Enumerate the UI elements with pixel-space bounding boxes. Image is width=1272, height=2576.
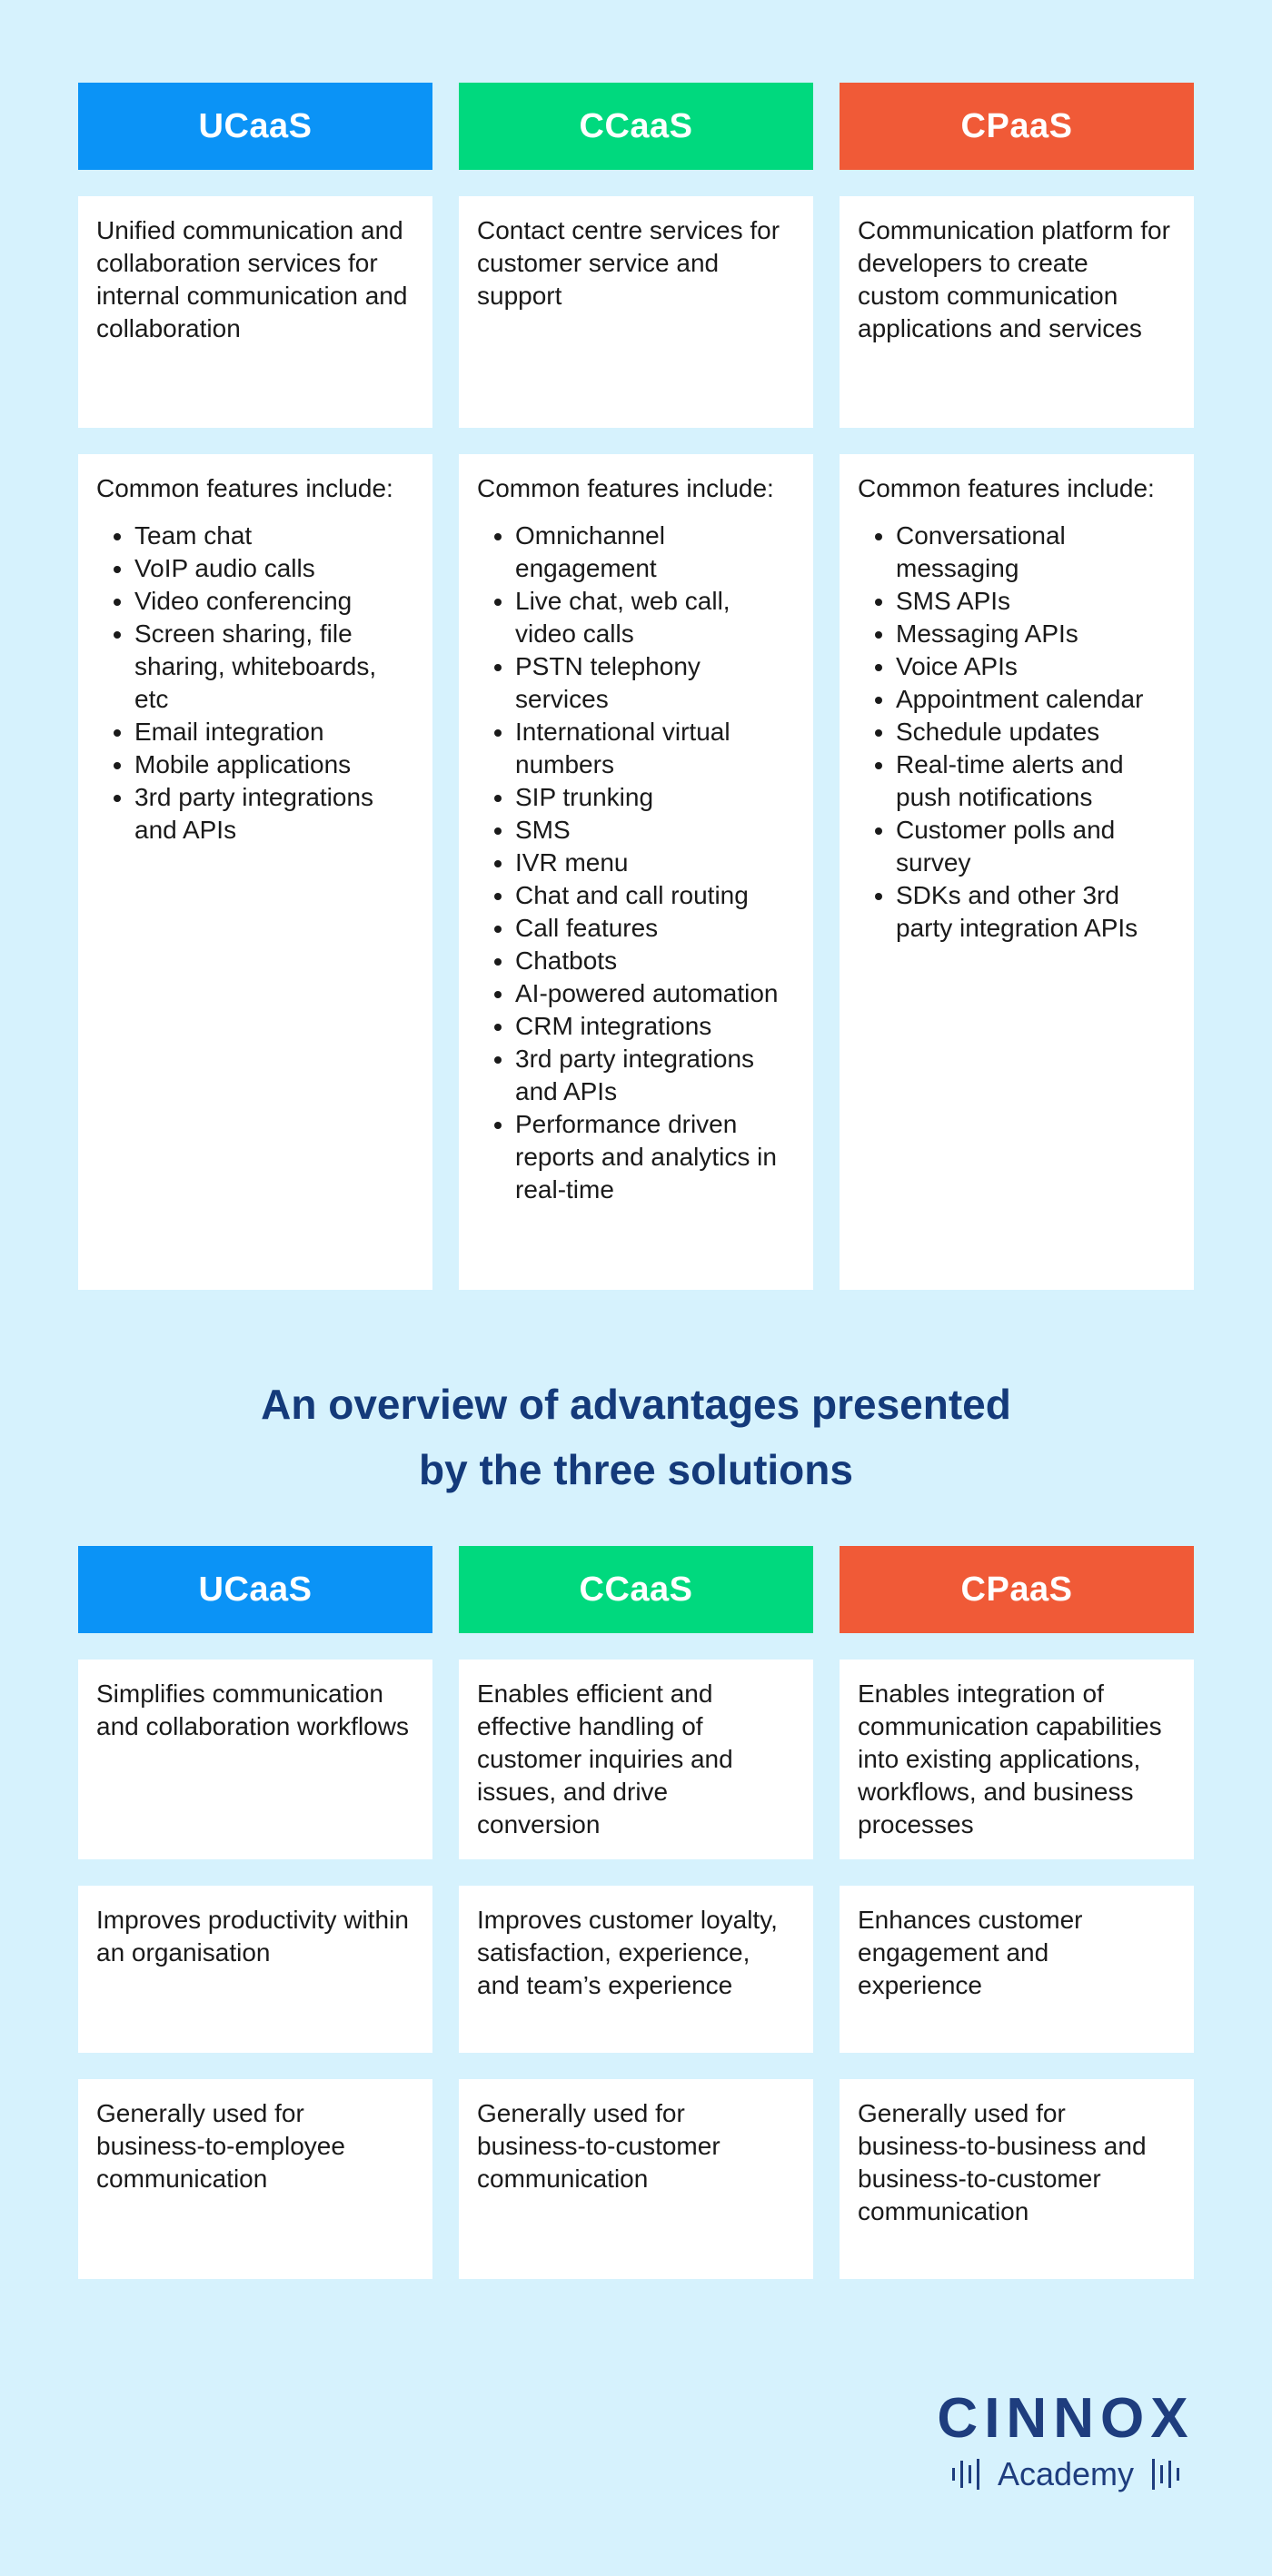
features-list bbox=[477, 520, 795, 1206]
advantage-ccaas: Generally used for business-to-customer communication bbox=[459, 2079, 813, 2279]
features-list bbox=[96, 520, 414, 847]
features-intro: Common features include: bbox=[96, 474, 393, 502]
features-row bbox=[78, 454, 1194, 1290]
feature-item: • Messaging APIs bbox=[896, 618, 1176, 650]
feature-item: • Live chat, web call, video calls bbox=[515, 585, 795, 650]
advantage-ucaas: Simplifies communication and collaboration workflows bbox=[78, 1660, 432, 1859]
logo-subtitle-row bbox=[927, 2456, 1205, 2492]
advantages-row bbox=[78, 1660, 1194, 1859]
advantage-ccaas: Enables efficient and effective handling of customer inquiries and issues, and drive conversion bbox=[459, 1660, 813, 1859]
features-list bbox=[858, 520, 1176, 945]
description-row bbox=[78, 196, 1194, 428]
features-ccaas bbox=[459, 454, 813, 1290]
advantage-ucaas: Generally used for business-to-employee communication bbox=[78, 2079, 432, 2279]
features-intro: Common features include: bbox=[477, 474, 774, 502]
feature-item: • Omnichannel engagement bbox=[515, 520, 795, 585]
feature-item: • VoIP audio calls bbox=[134, 552, 414, 585]
section-heading bbox=[78, 1372, 1194, 1502]
header-ucaas: UCaaS bbox=[78, 1546, 432, 1633]
header-cpaas: CPaaS bbox=[840, 83, 1194, 170]
advantage-ucaas: Improves productivity within an organisation bbox=[78, 1886, 432, 2053]
feature-item: • Conversational messaging bbox=[896, 520, 1176, 585]
logo-subtitle: Academy bbox=[997, 2455, 1135, 2492]
feature-item: • CRM integrations bbox=[515, 1010, 795, 1043]
feature-item: • Chatbots bbox=[515, 945, 795, 977]
feature-item: • Mobile applications bbox=[134, 748, 414, 781]
feature-item: • AI-powered automation bbox=[515, 977, 795, 1010]
features-ucaas bbox=[78, 454, 432, 1290]
feature-item: • Customer polls and survey bbox=[896, 814, 1176, 879]
feature-item: • Email integration bbox=[134, 716, 414, 748]
feature-item: • SDKs and other 3rd party integration APIs bbox=[896, 879, 1176, 945]
section-heading-line2: by the three solutions bbox=[419, 1446, 853, 1493]
feature-item: • IVR menu bbox=[515, 847, 795, 879]
feature-item: • Call features bbox=[515, 912, 795, 945]
cinnox-academy-logo bbox=[927, 2389, 1205, 2492]
feature-item: • Performance driven reports and analytics in real-time bbox=[515, 1108, 795, 1206]
advantage-cpaas: Generally used for business-to-business and business-to-customer communication bbox=[840, 2079, 1194, 2279]
description-ucaas: Unified communication and collaboration services for internal communication and collaboration bbox=[78, 196, 432, 428]
feature-item: • Schedule updates bbox=[896, 716, 1176, 748]
feature-item: • SIP trunking bbox=[515, 781, 795, 814]
features-cpaas bbox=[840, 454, 1194, 1290]
feature-item: • SMS APIs bbox=[896, 585, 1176, 618]
sound-wave-icon bbox=[1152, 2459, 1179, 2490]
top-header-row bbox=[78, 83, 1194, 170]
advantage-cpaas: Enables integration of communication capabilities into existing applications, workflows, and business processes bbox=[840, 1660, 1194, 1859]
header-ccaas: CCaaS bbox=[459, 83, 813, 170]
advantages-header-row bbox=[78, 1546, 1194, 1633]
feature-item: • Voice APIs bbox=[896, 650, 1176, 683]
header-ccaas: CCaaS bbox=[459, 1546, 813, 1633]
advantages-table bbox=[78, 1546, 1194, 2305]
feature-item: • Screen sharing, file sharing, whiteboards, etc bbox=[134, 618, 414, 716]
description-ccaas: Contact centre services for customer service and support bbox=[459, 196, 813, 428]
advantages-row bbox=[78, 2079, 1194, 2279]
feature-item: • Chat and call routing bbox=[515, 879, 795, 912]
feature-item: • Real-time alerts and push notifications bbox=[896, 748, 1176, 814]
top-comparison-table bbox=[78, 83, 1194, 1316]
advantage-ccaas: Improves customer loyalty, satisfaction, experience, and team’s experience bbox=[459, 1886, 813, 2053]
features-intro: Common features include: bbox=[858, 474, 1155, 502]
header-ucaas: UCaaS bbox=[78, 83, 432, 170]
description-cpaas: Communication platform for developers to create custom communication applications and services bbox=[840, 196, 1194, 428]
feature-item: • 3rd party integrations and APIs bbox=[515, 1043, 795, 1108]
advantage-cpaas: Enhances customer engagement and experience bbox=[840, 1886, 1194, 2053]
feature-item: • International virtual numbers bbox=[515, 716, 795, 781]
logo-wordmark: CINNOX bbox=[937, 2387, 1195, 2450]
feature-item: • Appointment calendar bbox=[896, 683, 1176, 716]
feature-item: • PSTN telephony services bbox=[515, 650, 795, 716]
feature-item: • Video conferencing bbox=[134, 585, 414, 618]
feature-item: • Team chat bbox=[134, 520, 414, 552]
feature-item: • 3rd party integrations and APIs bbox=[134, 781, 414, 847]
section-heading-line1: An overview of advantages presented bbox=[261, 1381, 1011, 1428]
advantages-row bbox=[78, 1886, 1194, 2053]
sound-wave-icon bbox=[952, 2459, 979, 2490]
feature-item: • SMS bbox=[515, 814, 795, 847]
header-cpaas: CPaaS bbox=[840, 1546, 1194, 1633]
